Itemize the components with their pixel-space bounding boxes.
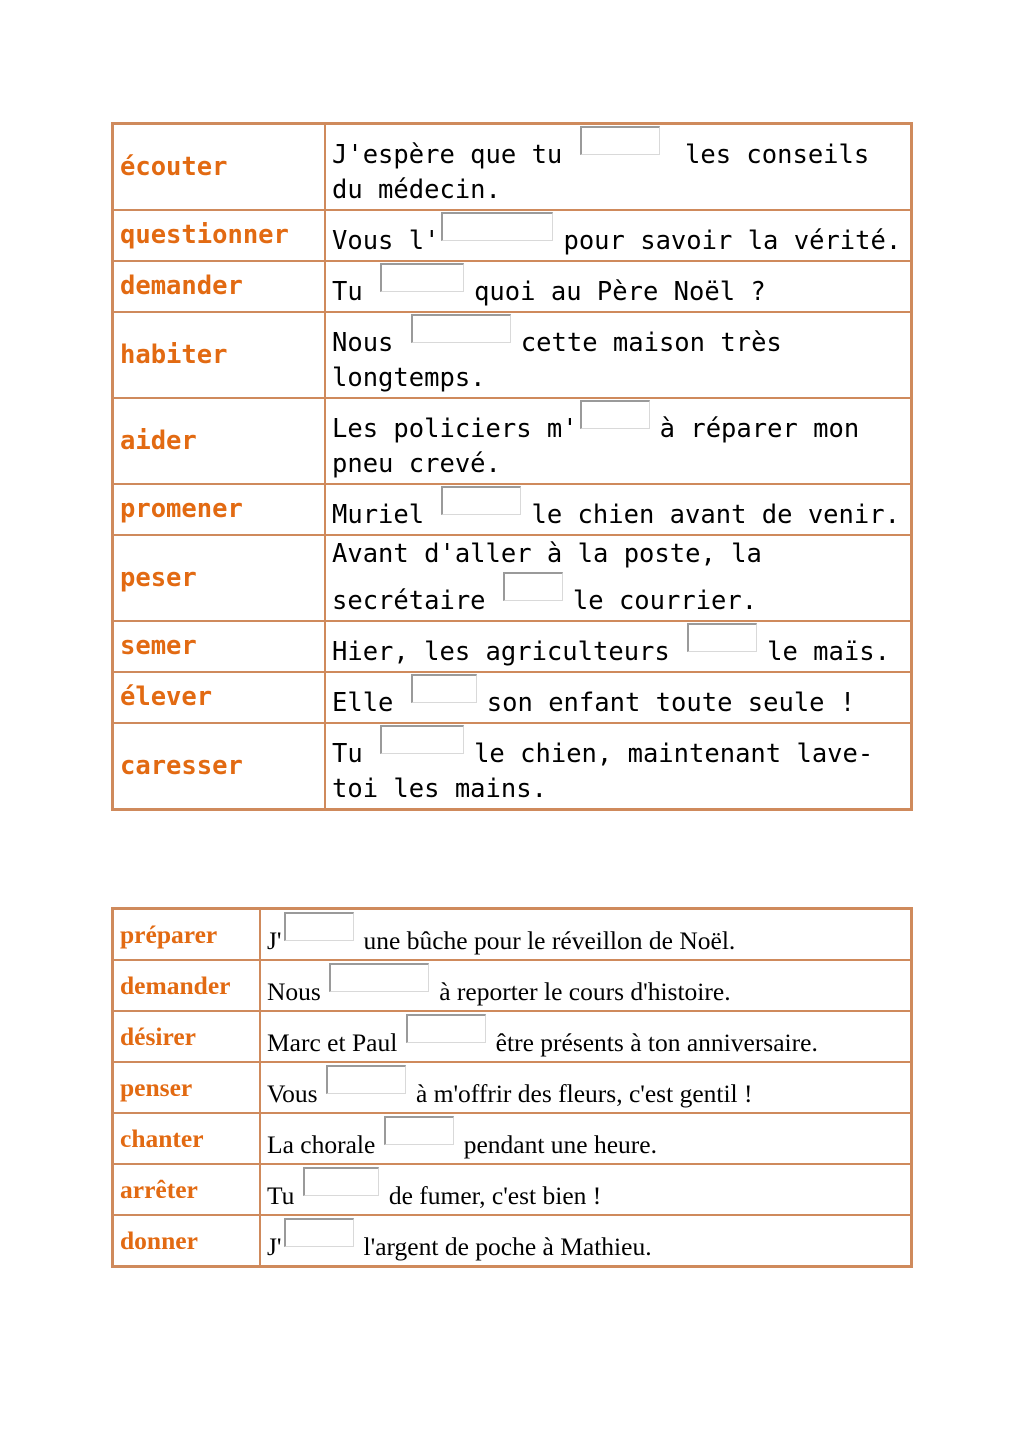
sentence-before: Vous [267,1079,318,1108]
answer-input[interactable] [411,674,477,703]
answer-input[interactable] [303,1167,379,1196]
verb-cell: écouter [113,124,325,210]
sentence-before: Nous [267,977,321,1006]
verb-cell: donner [113,1215,260,1266]
sentence-before: Nous [332,328,394,358]
verb-cell: préparer [113,909,260,960]
answer-input[interactable] [580,126,660,155]
verb-cell: demander [113,261,325,312]
table-row [113,672,911,723]
sentence-after: le chien, maintenant lave-toi les mains. [332,739,874,804]
answer-input[interactable] [441,486,521,515]
sentence-after: à réparer mon pneu crevé. [332,414,860,479]
sentence-before: Muriel [332,500,425,530]
sentence-after: pendant une heure. [463,1130,657,1159]
sentence-after: de fumer, c'est bien ! [388,1181,602,1210]
sentence-cell [260,1164,911,1215]
table-row [113,484,911,535]
sentence-cell [260,909,911,960]
verb-cell: promener [113,484,325,535]
sentence-cell [325,535,911,621]
sentence-after: pour savoir la vérité. [563,226,902,256]
table-row [113,398,911,484]
sentence-after: quoi au Père Noël ? [474,277,766,307]
sentence-cell [260,1113,911,1164]
table-row [113,1215,911,1266]
sentence-before: J' [267,926,282,955]
exercise-table-2 [111,907,913,1268]
sentence-after: une bûche pour le réveillon de Noël. [363,926,736,955]
answer-input[interactable] [384,1116,454,1145]
sentence-cell [325,312,911,398]
answer-input[interactable] [326,1065,406,1094]
table-row [113,723,911,809]
sentence-cell [260,1062,911,1113]
sentence-before: Tu [332,739,363,769]
table-row [113,1164,911,1215]
verb-cell: caresser [113,723,325,809]
sentence-before: Marc et Paul [267,1028,398,1057]
sentence-cell [325,124,911,210]
answer-input[interactable] [284,1218,354,1247]
sentence-cell [260,960,911,1011]
sentence-cell [325,672,911,723]
answer-input[interactable] [411,314,511,343]
verb-cell: peser [113,535,325,621]
sentence-cell [325,723,911,809]
sentence-cell [325,210,911,261]
verb-cell: semer [113,621,325,672]
sentence-before: Avant d'aller à la poste, la secrétaire [332,539,762,616]
answer-input[interactable] [687,623,757,652]
sentence-after: l'argent de poche à Mathieu. [363,1232,652,1261]
sentence-before: Tu [267,1181,295,1210]
table-row [113,960,911,1011]
sentence-before: Vous l' [332,226,440,256]
table-row [113,261,911,312]
sentence-before: J'espère que tu [332,140,563,170]
verb-cell: penser [113,1062,260,1113]
sentence-cell [260,1011,911,1062]
sentence-after: le chien avant de venir. [531,500,900,530]
answer-input[interactable] [503,572,563,601]
sentence-before: La chorale [267,1130,376,1159]
sentence-after: les conseils du médecin. [332,140,870,205]
answer-input[interactable] [284,912,354,941]
verb-cell: demander [113,960,260,1011]
table-row [113,1011,911,1062]
verb-cell: arrêter [113,1164,260,1215]
answer-input[interactable] [580,400,650,429]
sentence-cell [325,621,911,672]
sentence-cell [325,398,911,484]
sentence-after: le maïs. [767,637,890,667]
exercise-table-1 [111,122,913,811]
sentence-after: son enfant toute seule ! [486,688,856,718]
answer-input[interactable] [329,963,429,992]
verb-cell: élever [113,672,325,723]
sentence-before: Tu [332,277,363,307]
answer-input[interactable] [441,212,553,241]
table-row [113,210,911,261]
table-row [113,1113,911,1164]
table-row [113,909,911,960]
sentence-before: Hier, les agriculteurs [332,637,670,667]
verb-cell: habiter [113,312,325,398]
sentence-before: Elle [332,688,394,718]
verb-cell: désirer [113,1011,260,1062]
table-row [113,124,911,210]
answer-input[interactable] [380,725,464,754]
sentence-before: J' [267,1232,282,1261]
answer-input[interactable] [380,263,464,292]
sentence-after: cette maison très longtemps. [332,328,782,393]
table-row [113,312,911,398]
verb-cell: chanter [113,1113,260,1164]
sentence-after: à reporter le cours d'histoire. [439,977,731,1006]
answer-input[interactable] [406,1014,486,1043]
verb-cell: aider [113,398,325,484]
table-row [113,535,911,621]
sentence-after: être présents à ton anniversaire. [495,1028,818,1057]
sentence-cell [260,1215,911,1266]
sentence-cell [325,484,911,535]
sentence-after: le courrier. [572,586,758,616]
sentence-cell [325,261,911,312]
table-row [113,1062,911,1113]
verb-cell: questionner [113,210,325,261]
sentence-before: Les policiers m' [332,414,578,444]
table-row [113,621,911,672]
sentence-after: à m'offrir des fleurs, c'est gentil ! [415,1079,753,1108]
